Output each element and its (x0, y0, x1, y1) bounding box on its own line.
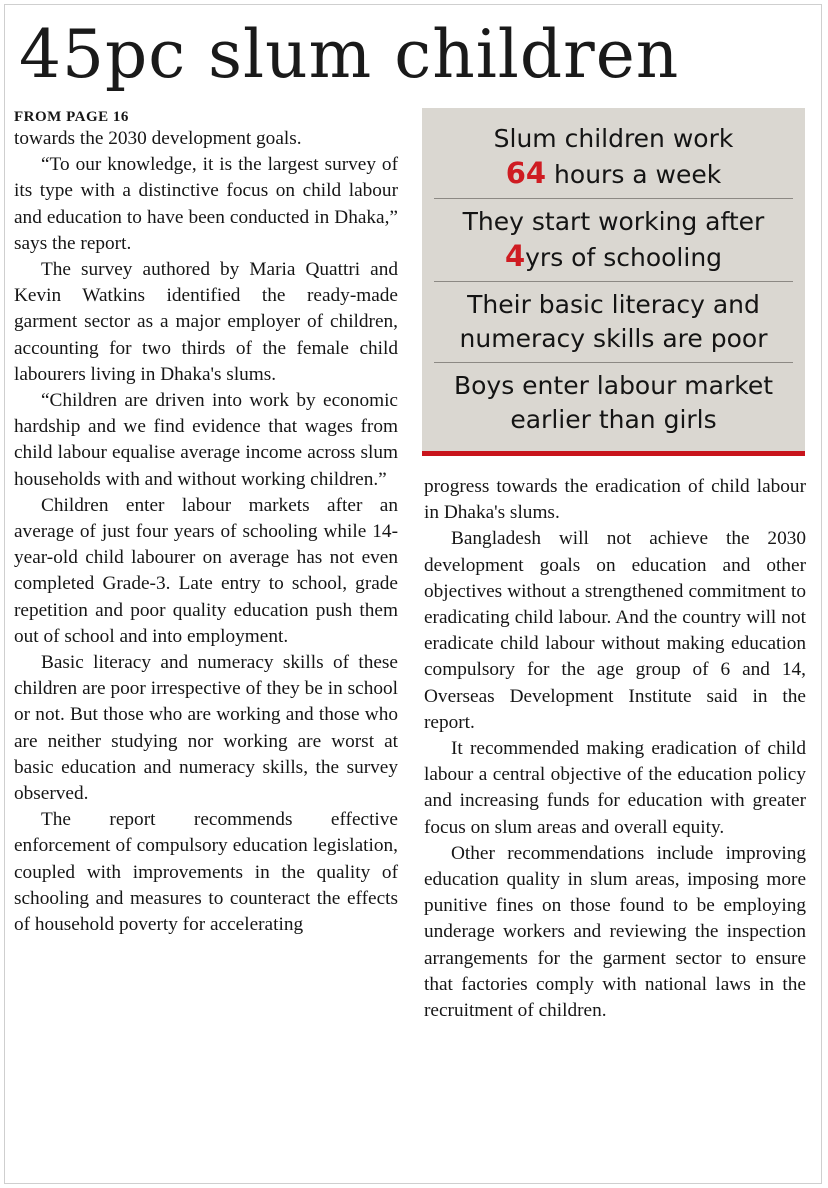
fact-schooling-years (434, 198, 793, 281)
paragraph: The survey authored by Maria Quattri and Kevin Watkins identified the ready-made garment sector as a major employer of children, accounting for two thirds of the female child labourers living in Dhaka's slums. (14, 259, 398, 385)
highlight-number: 4 (504, 239, 526, 273)
paragraph: The report recommends effective enforcement of compulsory education legislation, coupled with improvements in the quality of schooling and measures to counteract the effects of household poverty for accelerating (14, 809, 398, 936)
fact-text: Slum children work (493, 124, 734, 153)
fact-work-hours (434, 116, 793, 198)
left-column (14, 108, 398, 938)
paragraph: progress towards the eradication of child labour in Dhaka's slums. (424, 476, 806, 524)
paragraph: “Children are driven into work by economic hardship and we find evidence that wages from child labour equalise average income across slum households with and without working children.” (14, 390, 398, 490)
highlight-number: 64 (505, 156, 547, 190)
fact-boys-girls: Boys enter labour market earlier than girls (434, 362, 793, 443)
fact-literacy: Their basic literacy and numeracy skills are poor (434, 281, 793, 362)
paragraph: It recommended making eradication of child labour a central objective of the education policy and increasing funds for education with greater focus on slum areas and overall equity. (424, 738, 806, 838)
factbox-red-rule (422, 451, 805, 456)
fact-text: yrs of schooling (525, 243, 723, 272)
factbox (422, 108, 805, 455)
paragraph: Bangladesh will not achieve the 2030 development goals on education and other objectives without a strengthened commitment to eradicating child labour. And the country will not eradicate child labour without making education compulsory for the age group of 6 and 14, Overseas Development Institute said in the report. (424, 528, 806, 733)
paragraph: Other recommendations include improving education quality in slum areas, imposing more punitive fines on those found to be employing underage workers and reviewing the inspection arrangements for the garment sector to ensure that factories comply with national laws in the recruitment of children. (424, 842, 806, 1022)
fact-text: hours a week (546, 160, 722, 189)
paragraph: Basic literacy and numeracy skills of these children are poor irrespective of they be in school or not. But those who are working and those who are neither studying nor working are worst at basic education and numeracy skills, the survey observed. (14, 652, 398, 805)
continuation-kicker: FROM PAGE 16 (14, 109, 129, 125)
paragraph: Children enter labour markets after an average of just four years of schooling while 14-year-old child labourer on average has not even completed Grade-3. Late entry to school, grade repetition and poor quality education push them out of school and into employment. (14, 494, 398, 647)
fact-text: They start working after (462, 207, 765, 236)
paragraph: “To our knowledge, it is the largest survey of its type with a distinctive focus on child labour and education to have been conducted in Dhaka,” says the report. (14, 154, 398, 254)
paragraph: towards the 2030 development goals. (14, 128, 302, 149)
headline: 45pc slum children (19, 16, 680, 93)
right-column (424, 474, 806, 1024)
